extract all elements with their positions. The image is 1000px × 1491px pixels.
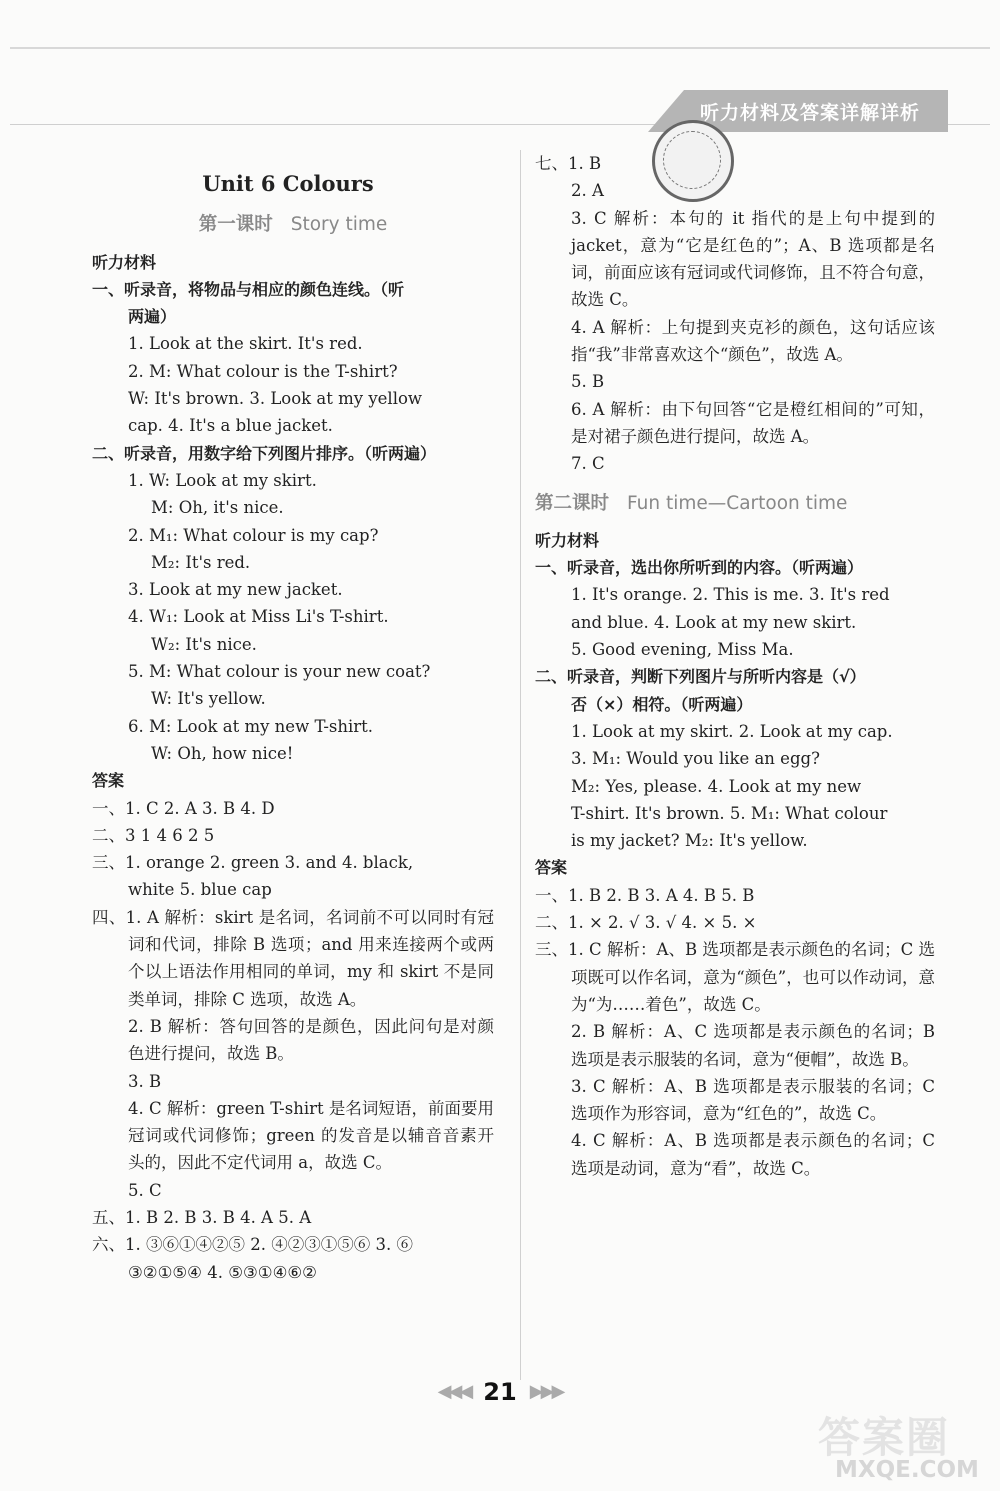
right-arrows-icon: ▶▶▶	[529, 1381, 563, 1402]
script-line: 5. M: What colour is your new coat?	[128, 662, 431, 682]
answer-line: 二、3 1 4 6 2 5	[92, 825, 215, 845]
script-line: cap. 4. It's a blue jacket.	[128, 416, 333, 436]
watermark-logo: 答案圈	[818, 1413, 951, 1462]
script-line: 2. M: What colour is the T-shirt?	[128, 361, 398, 381]
script-line: 4. W₁: Look at Miss Li's T-shirt.	[128, 607, 389, 627]
part-1-heading: 一、听录音，选出你所听到的内容。（听两遍）	[535, 558, 864, 578]
answer-line: 3. B	[128, 1071, 162, 1091]
answer-line: 六、1. ③⑥①④②⑤ 2. ④②③①⑤⑥ 3. ⑥	[92, 1235, 413, 1255]
script-line: 3. M₁: Would you like an egg?	[571, 749, 820, 769]
answer-explanation: 4. C 解析：green T-shirt 是名词短语，前面要用冠词或代词修饰；green 的发音是以辅音音素开头的，因此不定代词用 a，故选 C。	[128, 1098, 494, 1173]
answer-line: 7. C	[571, 454, 605, 474]
answers-heading: 答案	[92, 771, 125, 791]
answer-explanation: 4. C 解析：A、B 选项都是表示颜色的名词；C 选项是动词，意为“看”，故选 C。	[571, 1131, 935, 1178]
answers-heading: 答案	[535, 858, 568, 878]
answer-line: 一、1. C 2. A 3. B 4. D	[92, 798, 275, 818]
page-footer	[0, 1378, 1000, 1406]
answer-explanation: 2. B 解析：答句回答的是颜色，因此问句是对颜色进行提问，故选 B。	[128, 1016, 494, 1064]
script-line: T-shirt. It's brown. 5. M₁: What colour	[571, 803, 888, 823]
answer-line: 5. C	[128, 1180, 162, 1200]
page-number: 21	[483, 1378, 517, 1406]
answer-line: 五、1. B 2. B 3. B 4. A 5. A	[92, 1207, 312, 1227]
right-column	[535, 150, 935, 1182]
answer-explanation: 3. C 解析：本句的 it 指代的是上句中提到的 jacket，意为“它是红色的”；A、B 选项都是名词，前面应该有冠词或代词修饰，且不符合句意，故选 C。	[571, 208, 935, 310]
answer-explanation: 四、1. A 解析：skirt 是名词，名词前不可以同时有冠词和代词，排除 B 选项；and 用来连接两个或两个以上语法作用相同的单词，my 和 skirt 不是同类单词，排除 C 选项，故选 A。	[92, 907, 494, 1009]
answer-line: 5. B	[571, 372, 605, 392]
answer-explanation: 4. A 解析：上句提到夹克衫的颜色，这句话应该指“我”非常喜欢这个“颜色”，故选 A。	[571, 317, 935, 365]
watermark-url: MXQE.COM	[835, 1457, 979, 1483]
answer-explanation: 2. B 解析：A、C 选项都是表示颜色的名词；B 选项是表示服装的名词，意为“便帽”，故选 B。	[571, 1022, 935, 1069]
lesson-2-heading: 第二课时 Fun time—Cartoon time	[535, 492, 848, 514]
answer-line: ③②①⑤④ 4. ⑤③①④⑥②	[128, 1262, 317, 1282]
script-line: M₂: Yes, please. 4. Look at my new	[571, 776, 862, 796]
part-1-heading: 一、听录音，将物品与相应的颜色连线。（听	[92, 279, 405, 299]
script-line: and blue. 4. Look at my new skirt.	[571, 612, 857, 632]
script-line: 1. Look at the skirt. It's red.	[128, 334, 363, 354]
script-line: 2. M₁: What colour is my cap?	[128, 525, 379, 545]
answer-explanation: 三、1. C 解析：A、B 选项都是表示颜色的名词；C 选项既可以作名词，意为“颜色”，也可以作动词，意为“为……着色”，故选 C。	[535, 940, 935, 1014]
answer-line: white 5. blue cap	[128, 880, 272, 900]
script-line: M: Oh, it's nice.	[151, 498, 284, 518]
part-2-heading: 二、听录音，用数字给下列图片排序。（听两遍）	[92, 443, 437, 463]
answer-line: 2. A	[571, 181, 604, 201]
answer-line: 二、1. × 2. √ 3. √ 4. × 5. ×	[535, 913, 757, 933]
answer-explanation: 6. A 解析：由下句回答“它是橙红相间的”可知，是对裙子颜色进行提问，故选 A。	[571, 399, 935, 446]
lesson-1-heading: 第一课时 Story time	[198, 214, 388, 236]
script-line: 3. Look at my new jacket.	[128, 580, 343, 600]
answer-line: 七、1. B	[535, 154, 602, 173]
script-line: 1. Look at my skirt. 2. Look at my cap.	[571, 721, 893, 741]
answer-line: 一、1. B 2. B 3. A 4. B 5. B	[535, 885, 755, 905]
script-line: is my jacket? M₂: It's yellow.	[571, 831, 808, 851]
section-heading: 听力材料	[92, 252, 157, 272]
column-divider	[520, 150, 521, 1380]
unit-title: Unit 6 Colours	[202, 171, 374, 196]
part-2-heading: 二、听录音，判断下列图片与所听内容是（√）	[535, 667, 866, 687]
left-arrows-icon: ◀◀◀	[437, 1381, 471, 1402]
script-line: W: Oh, how nice!	[151, 743, 294, 763]
section-heading: 听力材料	[535, 530, 600, 550]
part-2-heading-cont: 否（×）相符。（听两遍）	[571, 694, 753, 714]
answer-line: 三、1. orange 2. green 3. and 4. black,	[92, 853, 414, 873]
script-line: W: It's yellow.	[151, 689, 266, 709]
top-border	[10, 47, 990, 49]
script-line: W₂: It's nice.	[151, 634, 257, 654]
script-line: 1. It's orange. 2. This is me. 3. It's red	[571, 585, 890, 605]
header-banner-text: 听力材料及答案详解详析	[700, 102, 921, 124]
script-line: W: It's brown. 3. Look at my yellow	[128, 389, 423, 409]
script-line: M₂: It's red.	[151, 552, 251, 572]
script-line: 1. W: Look at my skirt.	[128, 470, 317, 490]
left-column	[92, 150, 494, 1286]
part-1-heading-cont: 两遍）	[128, 307, 177, 327]
script-line: 6. M: Look at my new T-shirt.	[128, 716, 374, 736]
answer-explanation: 3. C 解析：A、B 选项都是表示服装的名词；C 选项作为形容词，意为“红色的”，故选 C。	[571, 1076, 935, 1124]
script-line: 5. Good evening, Miss Ma.	[571, 640, 794, 660]
